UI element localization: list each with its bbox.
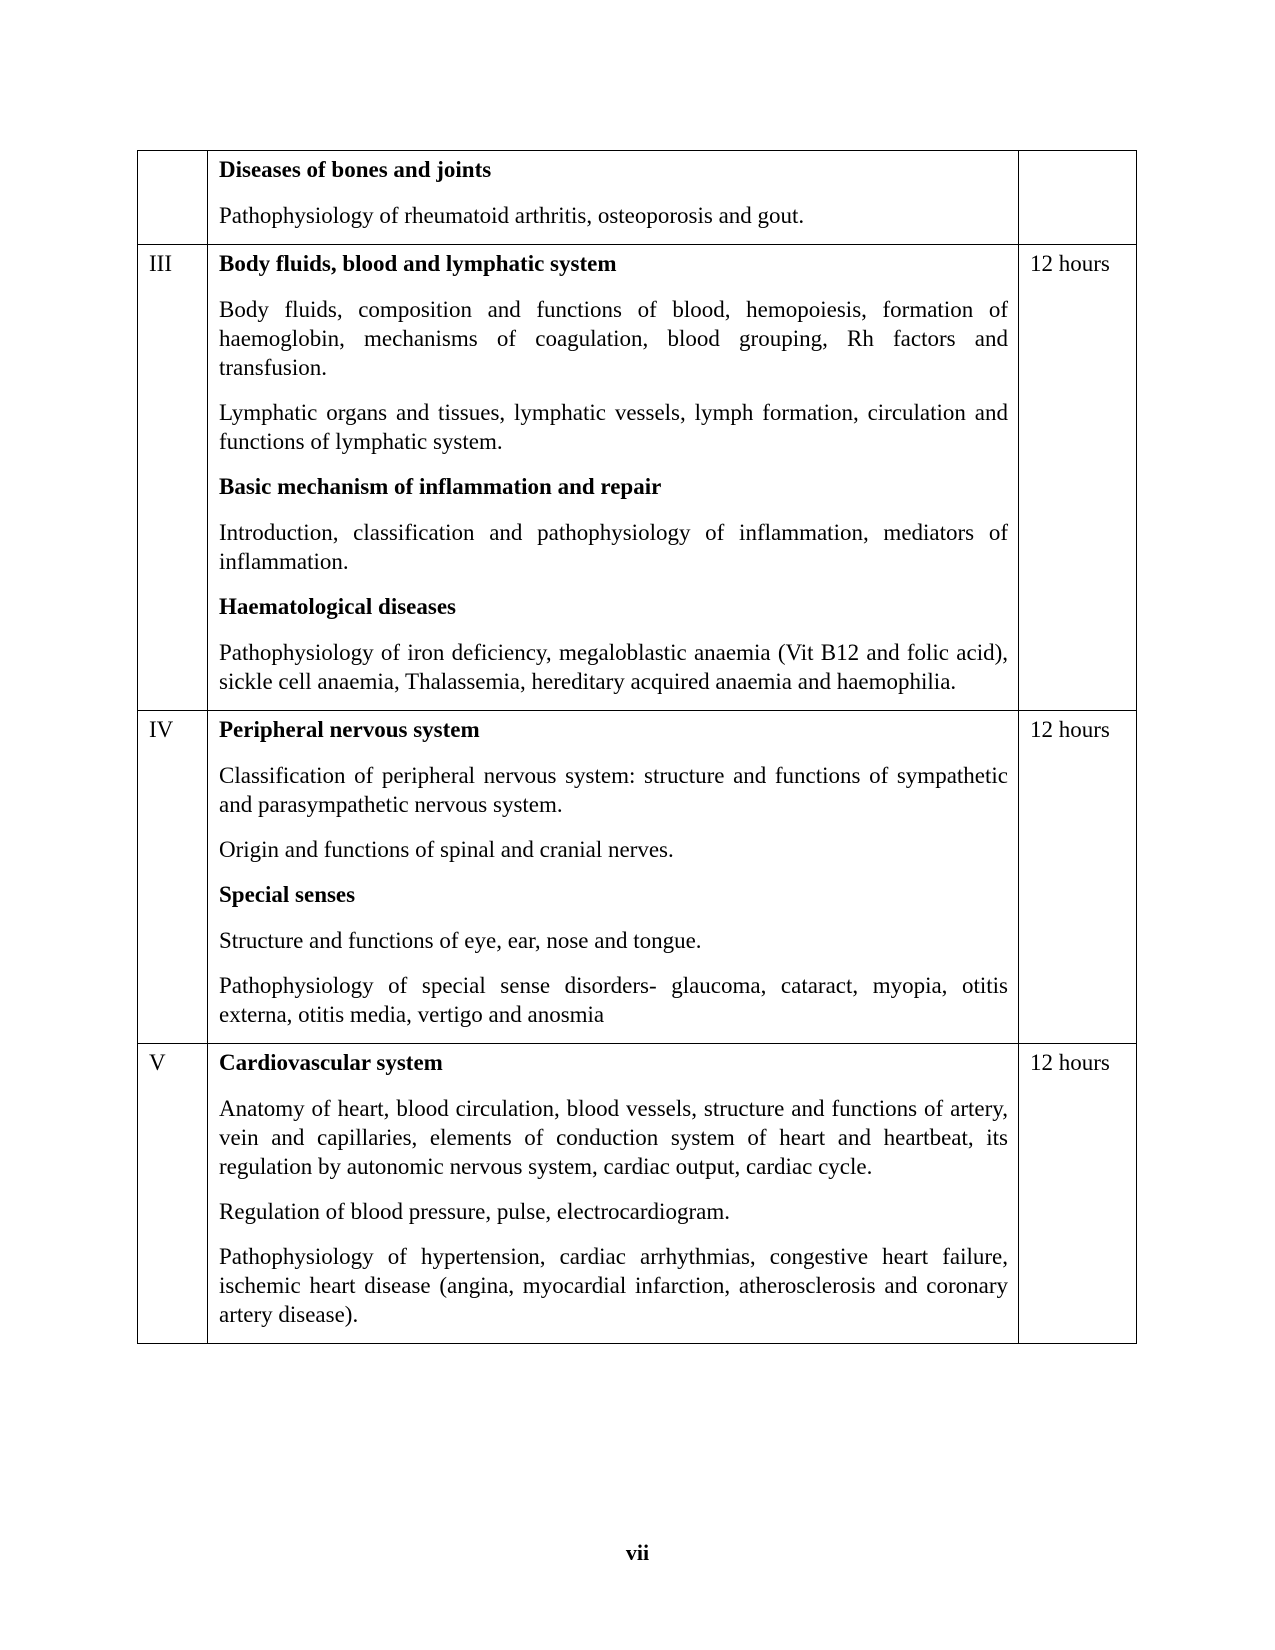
syllabus-table [137,150,1137,1344]
topic-description: Pathophysiology of iron deficiency, megaloblastic anaemia (Vit B12 and folic acid), sickle cell anaemia, Thalassemia, hereditary acquired anaemia and haemophilia. [219,640,1008,694]
topic-description: Anatomy of heart, blood circulation, blood vessels, structure and functions of artery, vein and capillaries, elements of conduction system of heart and heartbeat, its regulation by autonomic nervous system, cardiac output, cardiac cycle. [219,1096,1008,1179]
unit-content [208,245,1019,711]
unit-hours: 12 hours [1019,245,1137,711]
unit-row [138,151,1137,245]
topic-heading: Cardiovascular system [219,1050,443,1075]
topic-description: Introduction, classification and pathophysiology of inflammation, mediators of inflammation. [219,520,1008,574]
unit-number: III [138,245,208,711]
page-number: vii [625,1540,650,1565]
unit-hours: 12 hours [1019,711,1137,1044]
unit-row [138,245,1137,711]
unit-number: IV [138,711,208,1044]
topic-description: Regulation of blood pressure, pulse, electrocardiogram. [219,1199,730,1224]
unit-content [208,1044,1019,1344]
topic-heading: Peripheral nervous system [219,717,480,742]
topic-description: Body fluids, composition and functions of blood, hemopoiesis, formation of haemoglobin, mechanisms of coagulation, blood grouping, Rh factors and transfusion. [219,297,1008,380]
topic-heading: Special senses [219,882,356,907]
topic-description: Pathophysiology of special sense disorders- glaucoma, cataract, myopia, otitis externa, otitis media, vertigo and anosmia [219,973,1008,1027]
topic-heading: Basic mechanism of inflammation and repair [219,474,662,499]
topic-description: Structure and functions of eye, ear, nose and tongue. [219,928,702,953]
syllabus-body [138,151,1137,1344]
unit-number: V [138,1044,208,1344]
unit-content [208,711,1019,1044]
topic-heading: Haematological diseases [219,594,456,619]
unit-row [138,711,1137,1044]
unit-number [138,151,208,245]
unit-hours [1019,151,1137,245]
topic-description: Lymphatic organs and tissues, lymphatic vessels, lymph formation, circulation and functions of lymphatic system. [219,400,1008,454]
topic-description: Pathophysiology of hypertension, cardiac arrhythmias, congestive heart failure, ischemic heart disease (angina, myocardial infarction, atherosclerosis and coronary artery disease). [219,1244,1008,1327]
unit-hours: 12 hours [1019,1044,1137,1344]
topic-heading: Body fluids, blood and lymphatic system [219,251,617,276]
topic-heading: Diseases of bones and joints [219,157,492,182]
topic-description: Classification of peripheral nervous system: structure and functions of sympathetic and parasympathetic nervous system. [219,763,1008,817]
unit-content [208,151,1019,245]
topic-description: Pathophysiology of rheumatoid arthritis, osteoporosis and gout. [219,203,805,228]
topic-description: Origin and functions of spinal and cranial nerves. [219,837,674,862]
unit-row [138,1044,1137,1344]
